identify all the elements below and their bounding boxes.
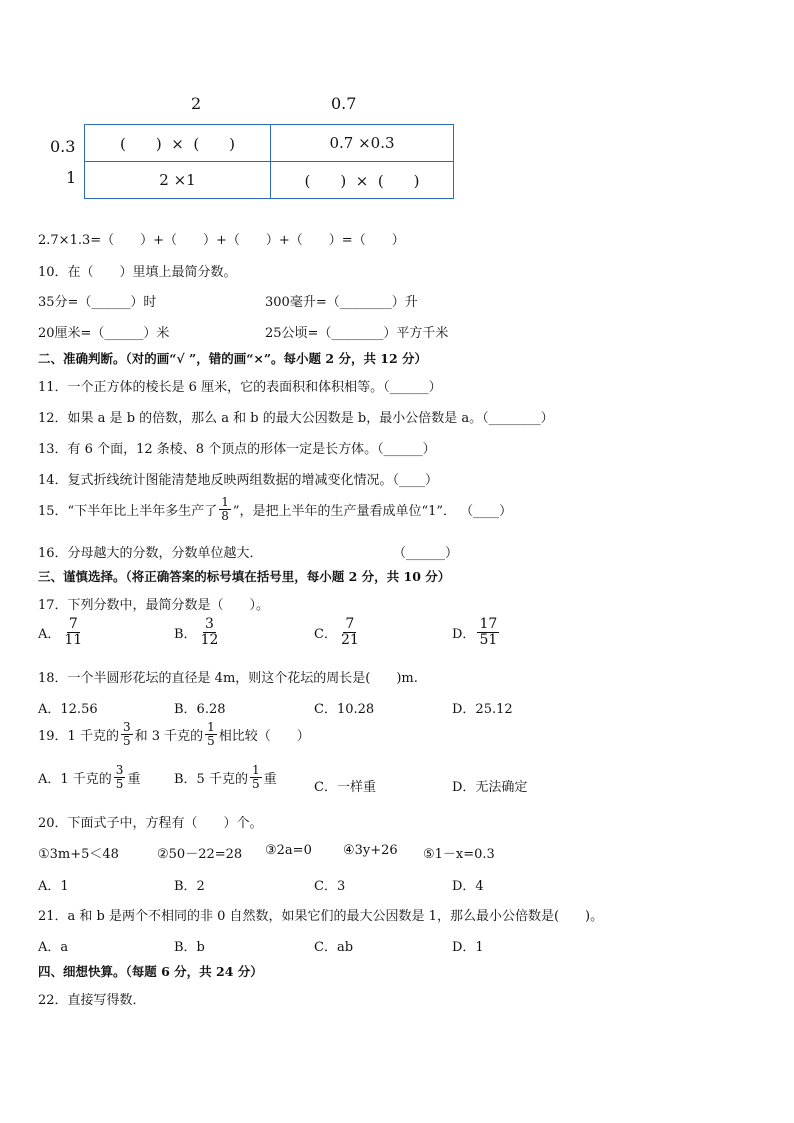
q15-fraction [219,496,231,522]
q19-option-c[interactable]: C．一样重 [314,780,376,795]
q17-option-b[interactable] [174,617,222,647]
q19-text-3: 相比较（ ） [218,728,310,744]
q18-option-c[interactable]: C．10.28 [314,702,375,717]
q18-option-b[interactable]: B．6.28 [174,702,226,717]
grid-row-header-2: 1 [66,168,77,187]
q21-stem: 21．a 和 b 是两个不相同的非 0 自然数，如果它们的最大公因数是 1，那么最小公倍数是( )。 [38,909,604,924]
section-2-heading: 二、准确判断。（对的画“√ ”，错的画“×”。每小题 2 分，共 12 分） [38,351,428,366]
fraction-denominator: 5 [115,776,124,791]
fraction-numerator: 17 [479,616,498,632]
fraction-numerator: 3 [122,720,131,734]
q20-stem: 20．下面式子中，方程有（ ）个。 [38,816,263,831]
option-text: B．5 千克的 [174,771,248,787]
q20-expr-1: ①3m+5＜48 [38,847,119,862]
option-text: 重 [127,771,141,787]
q20-expr-2: ②50－22=28 [157,847,243,862]
q12[interactable]: 12．如果 a 是 b 的倍数，那么 a 和 b 的最大公因数是 b，最小公倍数是 a。（________） [38,411,554,426]
q10-title: 10．在（ ）里填上最简分数。 [38,265,237,280]
option-fraction [199,617,221,647]
q17-option-d[interactable] [452,617,501,647]
option-label: A． [38,626,61,642]
fraction-numerator: 1 [251,763,260,777]
grid-cell-r2c1: 2 ×1 [85,162,271,199]
fraction-denominator: 11 [64,631,83,648]
grid-cell-r2c2[interactable]: ( ) × ( ) [271,162,454,199]
fraction-denominator: 8 [221,508,229,523]
fraction-denominator: 12 [200,631,219,648]
option-fraction [62,617,84,647]
fraction-numerator: 7 [345,616,355,632]
q19-option-a[interactable] [38,764,140,790]
option-text: 重 [263,771,277,787]
q20-expr-5: ⑤1－x=0.3 [423,847,495,862]
fraction-numerator: 3 [115,763,124,777]
fraction-denominator: 5 [207,733,215,748]
q17-stem: 17．下列分数中，最简分数是（ ）。 [38,598,270,613]
section-4-heading: 四、细想快算。（每题 6 分，共 24 分） [38,964,263,979]
fraction-numerator: 7 [68,616,78,632]
q19-fraction-1 [121,721,133,747]
q20-expr-4: ④3y+26 [343,843,398,858]
q19-option-b[interactable] [174,764,277,790]
q19-text-1: 19．1 千克的 [38,728,119,744]
q16-text: 16．分母越大的分数，分数单位越大． [38,546,263,561]
multiplication-grid [84,124,454,199]
option-fraction [114,764,126,790]
fraction-denominator: 5 [251,776,260,791]
q10-item-1[interactable]: 35分=（______）时 [38,295,157,310]
q13[interactable]: 13．有 6 个面，12 条棱、8 个顶点的形体一定是长方体。（______） [38,442,436,457]
section-3-heading: 三、谨慎选择。（将正确答案的标号填在括号里，每小题 2 分，共 10 分） [38,569,451,584]
q15[interactable] [38,496,512,522]
grid-cell-r1c2: 0.7 ×0.3 [271,125,454,162]
q20-option-a[interactable]: A．1 [38,879,69,894]
q19-option-d[interactable]: D．无法确定 [452,780,528,795]
q10-item-2[interactable]: 300毫升=（________）升 [265,295,418,310]
fraction-denominator: 5 [122,733,131,748]
fraction-numerator: 3 [205,616,214,632]
q17-option-a[interactable] [38,617,86,647]
q15-text-before: 15．“下半年比上半年多生产了 [38,503,218,519]
fraction-denominator: 21 [340,631,359,648]
q19-fraction-2 [205,721,217,747]
option-text: A．1 千克的 [38,771,112,787]
q14[interactable]: 14．复式折线统计图能清楚地反映两组数据的增减变化情况。（____） [38,473,439,488]
q22: 22．直接写得数． [38,993,146,1008]
q18-stem: 18．一个半圆形花坛的直径是 4m，则这个花坛的周长是( )m. [38,671,418,686]
q20-option-c[interactable]: C．3 [314,879,346,894]
q18-option-a[interactable]: A．12.56 [38,702,98,717]
equation-line: 2.7×1.3=（ ）+（ ）+（ ）+（ ）=（ ） [38,233,405,248]
option-fraction [339,617,361,647]
grid-cell-r1c1[interactable]: ( ) × ( ) [85,125,271,162]
grid-col-header-2: 0.7 [331,94,357,113]
option-label: C． [314,626,337,642]
grid-row-header-1: 0.3 [50,137,76,156]
q20-option-b[interactable]: B．2 [174,879,205,894]
q18-option-d[interactable]: D．25.12 [452,702,513,717]
option-fraction [250,764,262,790]
q11[interactable]: 11．一个正方体的棱长是 6 厘米，它的表面积和体积相等。（______） [38,380,442,395]
q17-option-c[interactable] [314,617,363,647]
q16-answer-blank[interactable]: （______） [393,546,459,561]
q21-option-b[interactable]: B．b [174,940,205,955]
q10-item-3[interactable]: 20厘米=（______）米 [38,326,170,341]
q10-item-4[interactable]: 25公顷=（________）平方千米 [265,326,449,341]
q21-option-a[interactable]: A．a [38,940,69,955]
q21-option-d[interactable]: D．1 [452,940,484,955]
q20-option-d[interactable]: D．4 [452,879,484,894]
q19-text-2: 和 3 千克的 [134,728,204,744]
fraction-numerator: 1 [207,720,215,734]
option-label: B． [174,626,197,642]
q21-option-c[interactable]: C．ab [314,940,354,955]
fraction-numerator: 1 [221,495,229,509]
q15-text-after: ”，是把上半年的生产量看成单位“1”． （____） [232,503,513,519]
q19-stem [38,721,310,747]
fraction-denominator: 51 [479,631,498,648]
grid-col-header-1: 2 [191,94,202,113]
q20-expr-3: ③2a=0 [265,843,312,858]
option-fraction [477,617,499,647]
option-label: D． [452,626,476,642]
